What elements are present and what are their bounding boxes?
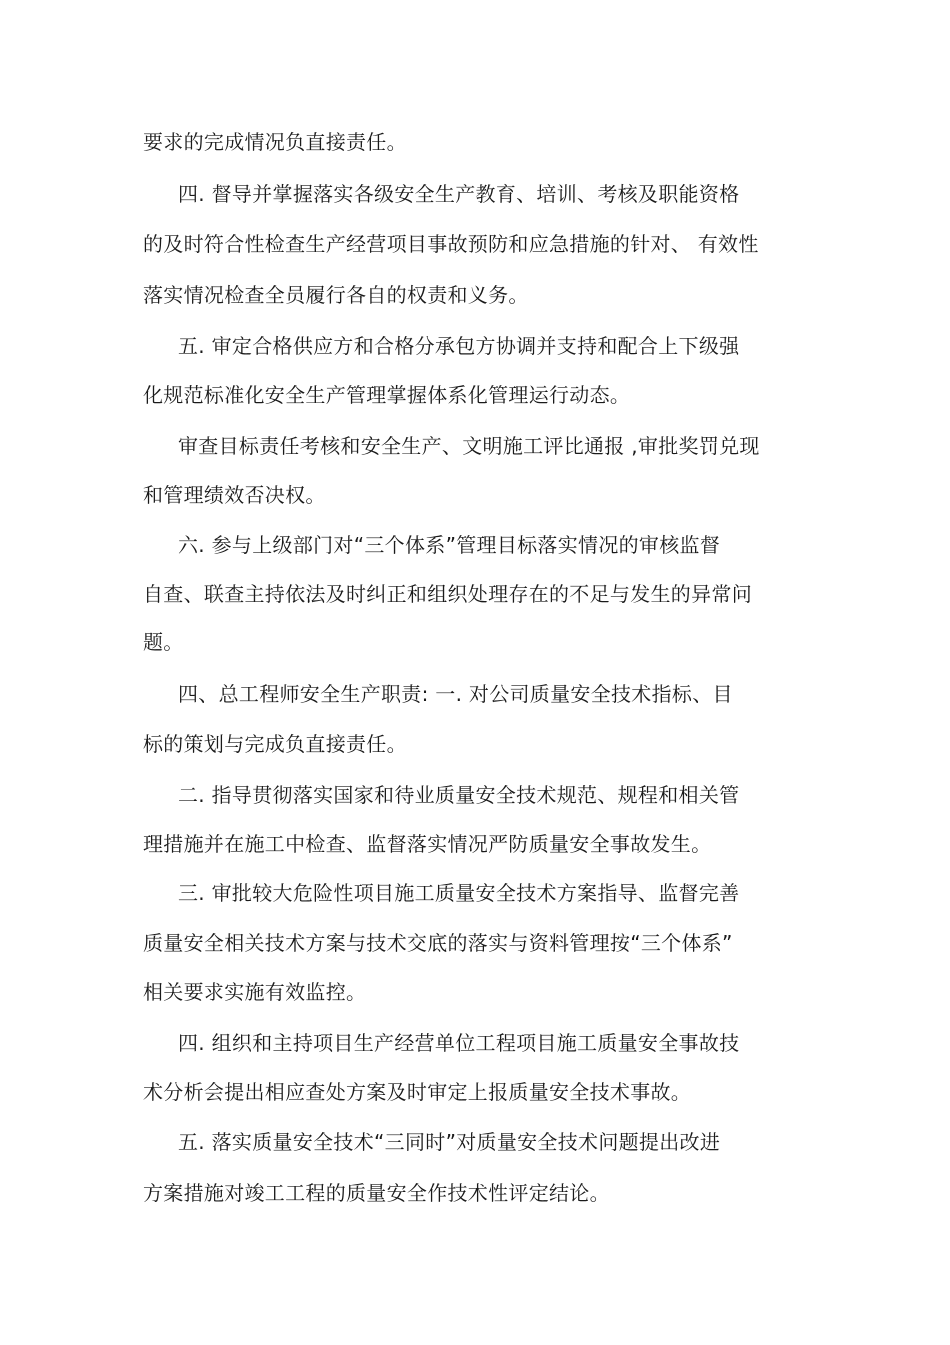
text-line: 标的策划与完成负直接责任。: [143, 732, 407, 756]
text-line: 质量安全相关技术方案与技术交底的落实与资料管理按“三个体系”: [143, 931, 733, 955]
text-line: 题。: [143, 630, 184, 654]
text-line: 审查目标责任考核和安全生产、文明施工评比通报 ,审批奖罚兑现: [178, 434, 760, 458]
text-line: 的及时符合性检查生产经营项目事故预防和应急措施的针对、 有效性: [143, 232, 759, 256]
text-line: 化规范标准化安全生产管理掌握体系化管理运行动态。: [143, 383, 631, 407]
text-line: 二. 指导贯彻落实国家和待业质量安全技术规范、规程和相关管: [178, 783, 740, 807]
text-line: 术分析会提出相应查处方案及时审定上报质量安全技术事故。: [143, 1080, 692, 1104]
text-line: 六. 参与上级部门对“三个体系”管理目标落实情况的审核监督: [178, 533, 721, 557]
text-line: 理措施并在施工中检查、监督落实情况严防质量安全事故发生。: [143, 832, 712, 856]
text-line: 落实情况检查全员履行各自的权责和义务。: [143, 283, 529, 307]
text-line: 五. 审定合格供应方和合格分承包方协调并支持和配合上下级强: [178, 334, 740, 358]
text-line: 四、总工程师安全生产职责: 一. 对公司质量安全技术指标、目: [178, 682, 733, 706]
text-line: 三. 审批较大危险性项目施工质量安全技术方案指导、监督完善: [178, 881, 740, 905]
text-line: 和管理绩效否决权。: [143, 483, 326, 507]
text-line: 四. 组织和主持项目生产经营单位工程项目施工质量安全事故技: [178, 1031, 740, 1055]
text-line: 五. 落实质量安全技术“三同时”对质量安全技术问题提出改进: [178, 1130, 721, 1154]
text-line: 要求的完成情况负直接责任。: [143, 130, 407, 154]
text-line: 四. 督导并掌握落实各级安全生产教育、培训、考核及职能资格: [178, 182, 740, 206]
text-line: 方案措施对竣工工程的质量安全作技术性评定结论。: [143, 1181, 610, 1205]
text-line: 自查、联查主持依法及时纠正和组织处理存在的不足与发生的异常问: [143, 582, 752, 606]
text-line: 相关要求实施有效监控。: [143, 980, 367, 1004]
